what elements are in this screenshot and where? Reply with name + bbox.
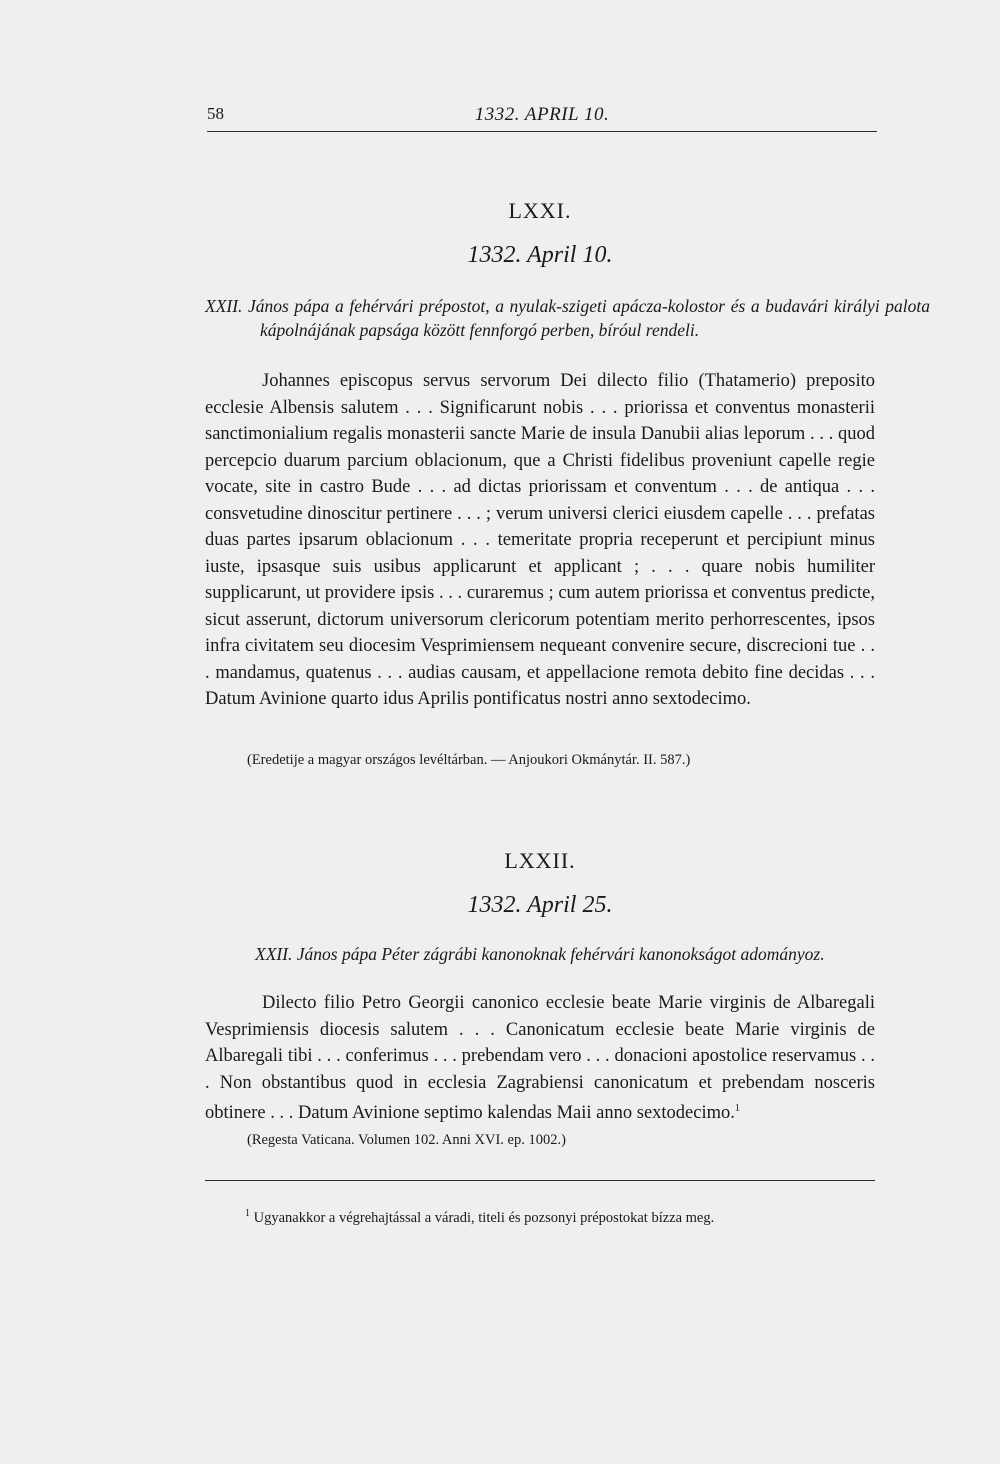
footnote-text: Ugyanakkor a végrehajtással a váradi, titeli és pozsonyi prépostokat bízza meg.: [253, 1209, 715, 1226]
running-title: 1332. APRIL 10.: [474, 104, 610, 125]
footnote: [245, 1208, 714, 1227]
document-source: (Regesta Vaticana. Volumen 102. Anni XVI. ep. 1002.): [247, 1132, 566, 1148]
document-number: LXXII.: [504, 848, 576, 873]
document-date: 1332. April 10.: [467, 242, 613, 268]
document-text-body: Dilecto filio Petro Georgii canonico ecclesie beate Marie virginis de Albaregali Vesprimiensis diocesis salutem . . . Canonicatum ecclesie beate Marie virginis de Albaregali tibi . . . conferimus . . . prebendam vero . . . donacioni apostolice reservamus . . . Non obstantibus quod in ecclesia Zagrabiensi canonicatum et prebendam nosceris obtinere . . . Datum Avinione septimo kalendas Maii anno sextodecimo.: [205, 993, 875, 1124]
footnote-reference: 1: [734, 1103, 740, 1114]
footnote-mark: 1: [245, 1208, 250, 1219]
document-number: LXXI.: [508, 198, 572, 223]
footnote-rule: [205, 1180, 875, 1181]
document-summary: XXII. János pápa Péter zágrábi kanonoknak fehérvári kanonokságot adományoz.: [255, 944, 825, 964]
document-text: Johannes episcopus servus servorum Dei dilecto filio (Thatamerio) preposito ecclesie Albensis salutem . . . Significarunt nobis . . . priorissa et conventus monasterii sanctimonialium regalis monasterii sancte Marie de insula Danubii alias leporum . . . quod percepcio duarum parcium oblacionum, que a Christi fidelibus proveniunt capelle regie vocate, site in castro Bude . . . ad dictas priorissam et conventum . . . de antiqua . . . consvetudine dinoscitur pertinere . . . ; verum universi clerici eiusdem capelle . . . prefatas duas partes ipsarum oblacionum . . . temeritate propria receperunt et percipiunt minus iuste, ipsasque suis usibus applicarunt et applicant ; . . . quare nobis humiliter supplicarunt, ut providere ipsis . . . curaremus ; cum autem priorissa et conventus predicte, sicut asserunt, dictorum universorum clericorum potentiam merito perhorrescentes, ipsos infra civitatem seu diocesim Vesprimiensem nequeant convenire secure, discrecioni tue . . . mandamus, quatenus . . . audias causam, et appellacione remota debito fine decidas . . . Datum Avinione quarto idus Aprilis pontificatus nostri anno sextodecimo.: [205, 371, 875, 709]
header-rule: [207, 131, 877, 132]
document-date: 1332. April 25.: [467, 892, 613, 918]
document-text: [205, 990, 875, 1127]
document-source: (Eredetije a magyar országos levéltárban. — Anjoukori Okmánytár. II. 587.): [247, 752, 691, 768]
document-summary: XXII. János pápa a fehérvári prépostot, a nyulak-szigeti apácza-kolostor és a budavári királyi palota kápolnájának papsága között fennforgó perben, bíróul rendeli.: [205, 296, 930, 340]
page-header: [207, 104, 877, 132]
page-number: 58: [207, 104, 224, 123]
